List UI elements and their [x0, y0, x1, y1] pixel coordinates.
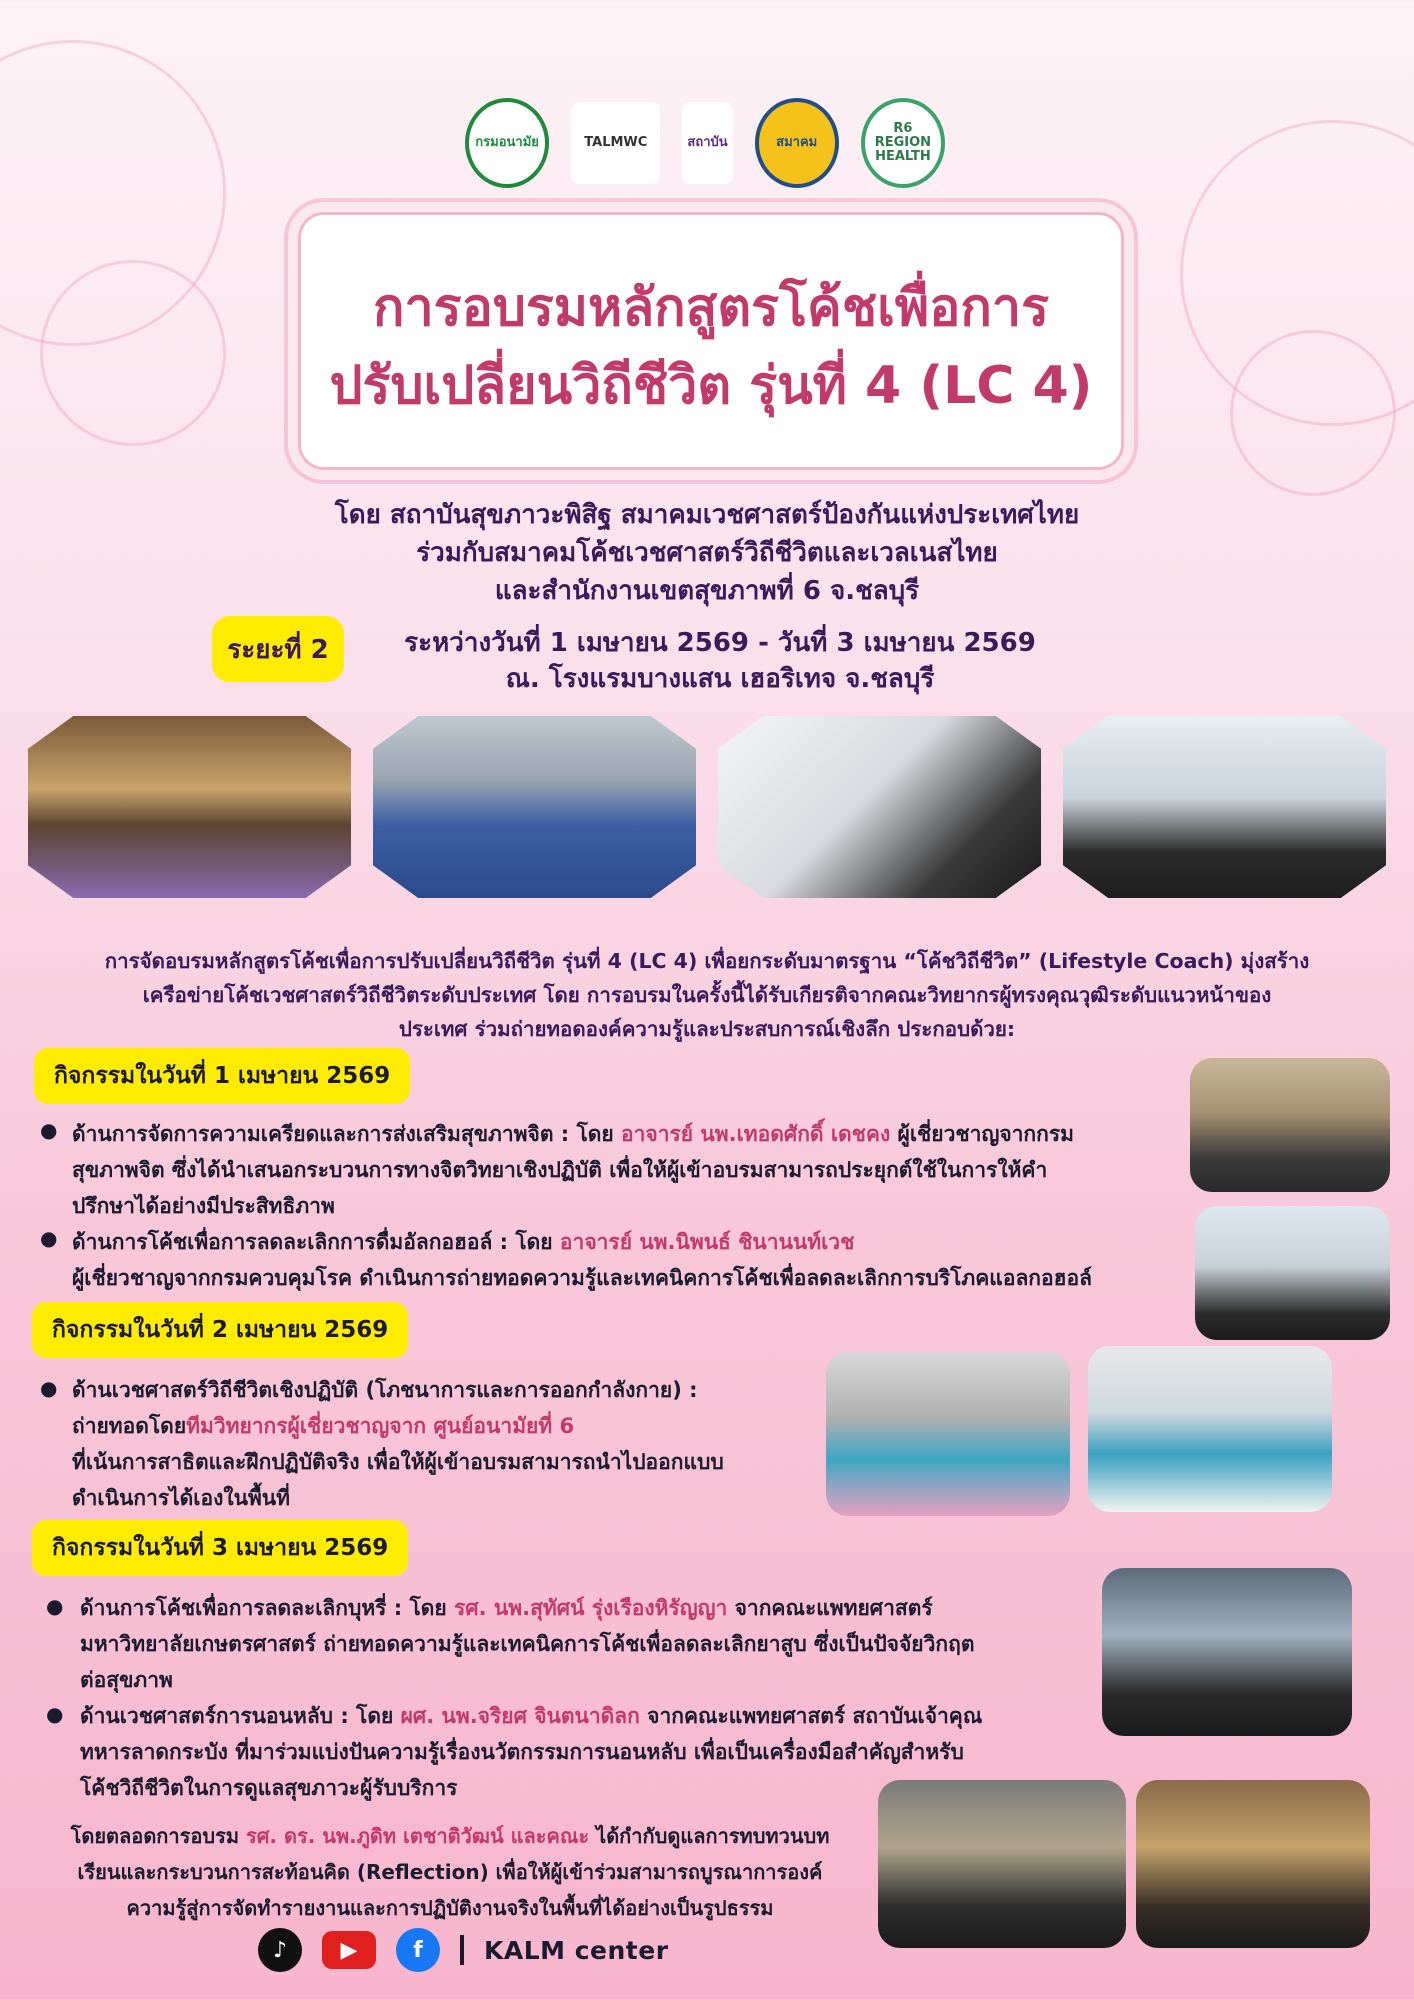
- bullet-dot: ●: [40, 1118, 58, 1142]
- brand-name: KALM center: [484, 1935, 669, 1965]
- day3-item1-tail: จากคณะแพทยศาสตร์: [727, 1596, 933, 1620]
- photo-day2-nutrition: [1088, 1346, 1332, 1512]
- closing-line1-head: โดยตลอดการอบรม: [70, 1824, 246, 1848]
- day1-item1-tail: ผู้เชี่ยวชาญจากกรม: [890, 1122, 1074, 1146]
- photo-day2-exercise: [826, 1352, 1070, 1516]
- day3-item2-speaker: ผศ. นพ.จริยศ จินตนาดิลก: [400, 1704, 640, 1728]
- day1-item2: [72, 1224, 1192, 1296]
- photo-lecturer: [718, 716, 1041, 898]
- bullet-dot: ●: [46, 1594, 64, 1618]
- bullet-dot: ●: [46, 1702, 64, 1726]
- day2-item1: [72, 1372, 832, 1516]
- day1-item1-line3: ปรึกษาได้อย่างมีประสิทธิภาพ: [72, 1194, 335, 1218]
- bullet-dot: ●: [40, 1226, 58, 1250]
- day1-item1-line2: สุขภาพจิต ซึ่งได้นำเสนอกระบวนการทางจิตวิทยาเชิงปฏิบัติ เพื่อให้ผู้เข้าอบรมสามารถประยุกต์ใช้ในการให้คำ: [72, 1158, 1048, 1182]
- closing-text: [30, 1818, 870, 1926]
- talmwc-logo: TALMWC: [571, 102, 660, 184]
- photo-closing-group: [1136, 1780, 1370, 1948]
- photo-day3-session: [1102, 1568, 1352, 1736]
- closing-line1-tail: ได้กำกับดูแลการทบทวนบท: [589, 1824, 830, 1848]
- organizers-line1: โดย สถาบันสุขภาวะพิสิฐ สมาคมเวชศาสตร์ป้องกันแห่งประเทศไทย: [334, 500, 1080, 530]
- photo-day1-presentation: [1195, 1206, 1390, 1340]
- day2-item1-line4: ดำเนินการได้เองในพื้นที่: [72, 1486, 290, 1510]
- organizers-line2: ร่วมกับสมาคมโค้ชเวชศาสตร์วิถีชีวิตและเวลเนสไทย: [416, 538, 998, 568]
- title-box: [298, 212, 1124, 470]
- day2-tag: กิจกรรมในวันที่ 2 เมษายน 2569: [32, 1302, 408, 1358]
- day2-item1-speaker: ทีมวิทยากรผู้เชี่ยวชาญจาก ศูนย์อนามัยที่ 6: [186, 1414, 575, 1438]
- phase-badge: ระยะที่ 2: [212, 616, 344, 682]
- r6-region-health-logo: R6 REGION HEALTH: [861, 98, 945, 188]
- day3-item2-head: ด้านเวชศาสตร์การนอนหลับ : โดย: [80, 1704, 401, 1728]
- bullet-dot: ●: [40, 1376, 58, 1400]
- closing-line3: ความรู้สู่การจัดทำรายงานและการปฏิบัติงานจริงในพื้นที่ได้อย่างเป็นรูปธรรม: [126, 1896, 774, 1920]
- day1-item2-speaker: อาจารย์ นพ.นิพนธ์ ชินานนท์เวช: [559, 1230, 855, 1254]
- day3-item1-line2: มหาวิทยาลัยเกษตรศาสตร์ ถ่ายทอดความรู้และเทคนิคการโค้ชเพื่อลดละเลิกยาสูบ ซึ่งเป็นปัจจัยวิกฤต: [80, 1632, 975, 1656]
- department-of-health-logo: กรมอนามัย: [465, 98, 549, 188]
- day3-item1-head: ด้านการโค้ชเพื่อการลดละเลิกบุหรี่ : โดย: [80, 1596, 454, 1620]
- day1-item1-head: ด้านการจัดการความเครียดและการส่งเสริมสุขภาพจิต : โดย: [72, 1122, 622, 1146]
- day2-item1-line1: ด้านเวชศาสตร์วิถีชีวิตเชิงปฏิบัติ (โภชนาการและการออกกำลังกาย) :: [72, 1378, 698, 1402]
- photo-closing-room: [878, 1780, 1126, 1948]
- day3-item1: [80, 1590, 1100, 1698]
- day3-item1-speaker: รศ. นพ.สุทัศน์ รุ่งเรืองหิรัญญา: [454, 1596, 728, 1620]
- day1-tag: กิจกรรมในวันที่ 1 เมษายน 2569: [34, 1048, 410, 1104]
- day3-item2-line2: ทหารลาดกระบัง ที่มาร่วมแบ่งปันความรู้เรื่องนวัตกรรมการนอนหลับ เพื่อเป็นเครื่องมือสำคัญสำหรับ: [80, 1740, 964, 1764]
- decorative-flourish: [1230, 330, 1396, 496]
- day1-item1-speaker: อาจารย์ นพ.เทอดศักดิ์ เดชคง: [621, 1122, 891, 1146]
- closing-line2: เรียนและกระบวนการสะท้อนคิด (Reflection) เพื่อให้ผู้เข้าร่วมสามารถบูรณาการองค์: [77, 1860, 823, 1884]
- social-footer: [258, 1928, 669, 1972]
- day3-tag: กิจกรรมในวันที่ 3 เมษายน 2569: [32, 1520, 408, 1576]
- day2-item1-line3: ที่เน้นการสาธิตและฝึกปฏิบัติจริง เพื่อให้ผู้เข้าอบรมสามารถนำไปออกแบบ: [72, 1450, 724, 1474]
- intro-line2: เครือข่ายโค้ชเวชศาสตร์วิถีชีวิตระดับประเทศ โดย การอบรมในครั้งนี้ได้รับเกียรติจากคณะวิทยากรผู้ทรงคุณวุฒิระดับแนวหน้าของ: [142, 983, 1272, 1007]
- day1-item2-head: ด้านการโค้ชเพื่อการลดละเลิกการดื่มอัลกอฮอล์ : โดย: [72, 1230, 560, 1254]
- day3-item2-line3: โค้ชวิถีชีวิตในการดูแลสุขภาวะผู้รับบริการ: [80, 1776, 458, 1800]
- photo-day1-audience: [1190, 1058, 1390, 1192]
- day3-item1-line3: ต่อสุขภาพ: [80, 1668, 173, 1692]
- photo-speaker-podium: [1063, 716, 1386, 898]
- day1-item1: [72, 1116, 1192, 1224]
- intro-line1: การจัดอบรมหลักสูตรโค้ชเพื่อการปรับเปลี่ยนวิถีชีวิต รุ่นที่ 4 (LC 4) เพื่อยกระดับมาตรฐาน “โค้ชวิถีชีวิต” (Lifestyle Coach) มุ่งสร้าง: [104, 949, 1310, 973]
- page-title-line2: ปรับเปลี่ยนวิถีชีวิต รุ่นที่ 4 (LC 4): [329, 356, 1093, 416]
- organizers-line3: และสำนักงานเขตสุขภาพที่ 6 จ.ชลบุรี: [494, 576, 920, 606]
- photo-classroom: [28, 716, 351, 898]
- preventive-medicine-logo: สมาคม: [755, 98, 839, 188]
- phase-venue: ณ. โรงแรมบางแสน เฮอริเทจ จ.ชลบุรี: [505, 664, 935, 694]
- day3-item2-tail: จากคณะแพทยศาสตร์ สถาบันเจ้าคุณ: [639, 1704, 983, 1728]
- intro-line3: ประเทศ ร่วมถ่ายทอดองค์ความรู้และประสบการณ์เชิงลึก ประกอบด้วย:: [398, 1017, 1016, 1041]
- facebook-icon[interactable]: f: [396, 1928, 440, 1972]
- day2-item1-line2-head: ถ่ายทอดโดย: [72, 1414, 187, 1438]
- photo-exercise-hall: [373, 716, 696, 898]
- day1-item2-line2: ผู้เชี่ยวชาญจากกรมควบคุมโรค ดำเนินการถ่ายทอดความรู้และเทคนิคการโค้ชเพื่อลดละเลิกการบริโภคแอลกอฮอล์: [72, 1266, 1092, 1290]
- decorative-flourish: [40, 260, 226, 446]
- tiktok-icon[interactable]: ♪: [258, 1928, 302, 1972]
- page-title-line1: การอบรมหลักสูตรโค้ชเพื่อการ: [372, 278, 1050, 338]
- closing-speaker: รศ. ดร. นพ.ภูดิท เตชาติวัฒน์ และคณะ: [245, 1824, 590, 1848]
- logo-row: [465, 88, 945, 198]
- phase-dates: ระหว่างวันที่ 1 เมษายน 2569 - วันที่ 3 เมษายน 2569: [404, 628, 1036, 658]
- divider: [460, 1935, 464, 1965]
- institute-logo: สถาบัน: [682, 102, 732, 184]
- youtube-icon[interactable]: ▶: [322, 1931, 376, 1969]
